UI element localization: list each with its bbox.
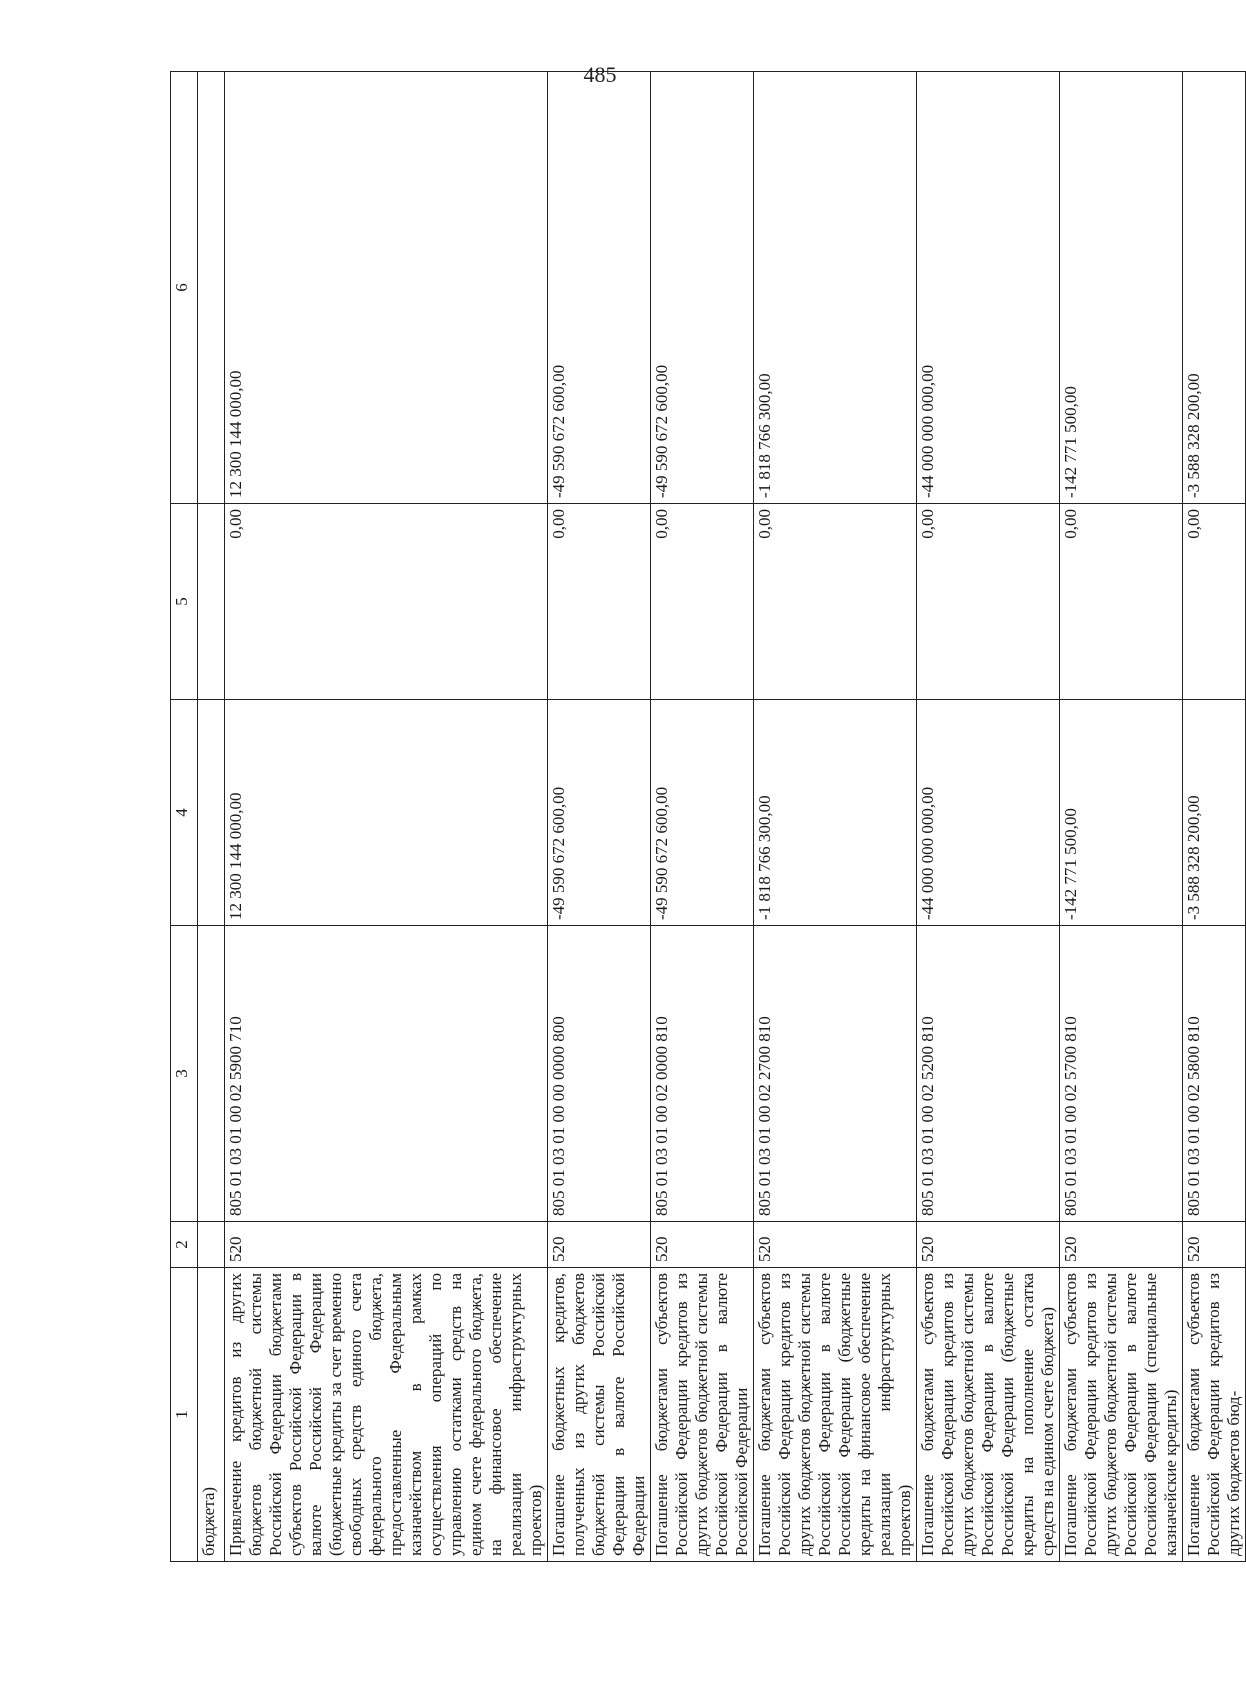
row-col4: -49 590 672 600,00 — [651, 700, 754, 926]
empty-cell — [198, 504, 225, 700]
empty-cell — [198, 700, 225, 926]
header-cell: 4 — [171, 700, 198, 926]
table-row — [651, 72, 754, 1562]
continuation-row — [198, 72, 225, 1562]
row-col4: -1 818 766 300,00 — [754, 700, 917, 926]
table-row — [1060, 72, 1183, 1562]
row-col4: -49 590 672 600,00 — [548, 700, 651, 926]
row-kbk: 805 01 03 01 00 00 0000 800 — [548, 926, 651, 1222]
row-name: Погашение бюджетами субъектов Российской Федерации кредитов из других бюджетов бюджетной системы Российской Федерации в валюте Российской Федерации (бюджетные кредиты на пополнение остатка средств на едином счете бюджета) — [917, 1268, 1060, 1562]
row-col6: -49 590 672 600,00 — [548, 72, 651, 504]
page-number: 485 — [583, 62, 617, 87]
table-row — [548, 72, 651, 1562]
row-kbk: 805 01 03 01 00 02 2700 810 — [754, 926, 917, 1222]
empty-cell — [198, 926, 225, 1222]
row-kbk: 805 01 03 01 00 02 5800 810 — [1183, 926, 1246, 1222]
table-row — [917, 72, 1060, 1562]
row-name: Погашение бюджетами субъектов Российской Федерации кредитов из других бюджетов бюд- — [1183, 1268, 1246, 1562]
row-col4: -142 771 500,00 — [1060, 700, 1183, 926]
row-col6: -3 588 328 200,00 — [1183, 72, 1246, 504]
continuation-text: бюджета) — [198, 1268, 225, 1562]
row-col5: 0,00 — [548, 504, 651, 700]
row-code: 520 — [548, 1222, 651, 1268]
row-code: 520 — [225, 1222, 548, 1268]
row-code: 520 — [754, 1222, 917, 1268]
row-code: 520 — [1060, 1222, 1183, 1268]
rotated-table-container — [170, 72, 1243, 1562]
row-col6: -1 818 766 300,00 — [754, 72, 917, 504]
row-col4: -44 000 000 000,00 — [917, 700, 1060, 926]
header-row — [171, 72, 198, 1562]
row-code: 520 — [651, 1222, 754, 1268]
row-col5: 0,00 — [225, 504, 548, 700]
row-col4: 12 300 144 000,00 — [225, 700, 548, 926]
row-kbk: 805 01 03 01 00 02 5900 710 — [225, 926, 548, 1222]
row-col6: -142 771 500,00 — [1060, 72, 1183, 504]
row-col6: -44 000 000 000,00 — [917, 72, 1060, 504]
row-col5: 0,00 — [754, 504, 917, 700]
row-code: 520 — [917, 1222, 1060, 1268]
row-code: 520 — [1183, 1222, 1246, 1268]
table-row — [225, 72, 548, 1562]
row-col5: 0,00 — [651, 504, 754, 700]
row-col5: 0,00 — [917, 504, 1060, 700]
header-cell: 1 — [171, 1268, 198, 1562]
budget-table — [170, 71, 1246, 1562]
row-col4: -3 588 328 200,00 — [1183, 700, 1246, 926]
header-cell: 5 — [171, 504, 198, 700]
row-name: Погашение бюджетами субъектов Российской Федерации кредитов из других бюджетов бюджетной системы Российской Федерации в валюте Российской Федерации (бюджетные кредиты на финансовое обеспечение реализации инфраструктурных проектов) — [754, 1268, 917, 1562]
row-kbk: 805 01 03 01 00 02 5200 810 — [917, 926, 1060, 1222]
empty-cell — [198, 1222, 225, 1268]
row-name: Погашение бюджетами субъектов Российской Федерации кредитов из других бюджетов бюджетной системы Российской Федерации в валюте Российской Федерации (специальные казначейские кредиты) — [1060, 1268, 1183, 1562]
table-row — [1183, 72, 1246, 1562]
header-cell: 2 — [171, 1222, 198, 1268]
row-name: Погашение бюджетами субъектов Российской Федерации кредитов из других бюджетов бюджетной системы Российской Федерации в валюте Российской Федерации — [651, 1268, 754, 1562]
header-cell: 3 — [171, 926, 198, 1222]
row-col5: 0,00 — [1183, 504, 1246, 700]
empty-cell — [198, 72, 225, 504]
row-kbk: 805 01 03 01 00 02 5700 810 — [1060, 926, 1183, 1222]
row-col6: -49 590 672 600,00 — [651, 72, 754, 504]
row-col6: 12 300 144 000,00 — [225, 72, 548, 504]
table-row — [754, 72, 917, 1562]
row-name: Погашение бюджетных кредитов, полученных из других бюджетов бюджетной системы Российской Федерации в валюте Российской Федерации — [548, 1268, 651, 1562]
header-cell: 6 — [171, 72, 198, 504]
row-kbk: 805 01 03 01 00 02 0000 810 — [651, 926, 754, 1222]
row-col5: 0,00 — [1060, 504, 1183, 700]
row-name: Привлечение кредитов из других бюджетов бюджетной системы Российской Федерации бюджетами субъектов Российской Федерации в валюте Российской Федерации (бюджетные кредиты за счет временно свободных средств единого счета федерального бюджета, предоставленные Федеральным казначейством в рамках осуществления операций по управлению остатками средств на едином счете федерального бюджета, на финансовое обеспечение реализации инфраструктурных проектов) — [225, 1268, 548, 1562]
